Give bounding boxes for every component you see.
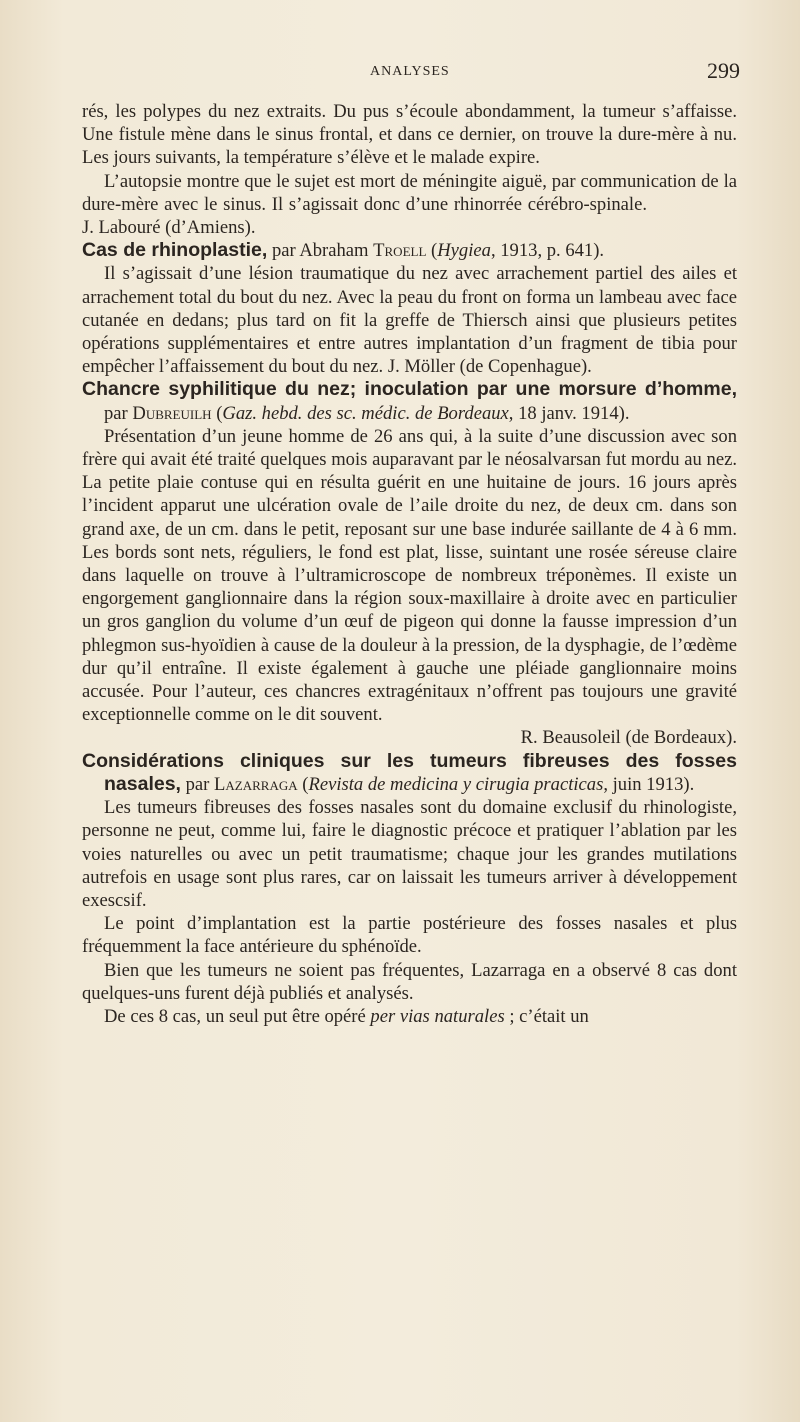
heading-rest: , 18 janv. 1914). bbox=[508, 402, 630, 424]
heading-source: Hygiea bbox=[437, 240, 491, 262]
article-heading: Cas de rhinoplastie, par Abraham Troell (Hygiea, 1913, p. 641). bbox=[82, 239, 605, 262]
heading-author: Troell bbox=[373, 240, 427, 262]
heading-title: Chancre syphilitique du nez; inoculation par une morsure d’homme, bbox=[82, 378, 737, 401]
heading-author: Dubreuilh bbox=[132, 402, 212, 424]
paragraph-text: L’autopsie montre que le sujet est mort de méningite aiguë, par communication de la dure-mère avec le sinus. Il s’agissait donc d’une rhinorrée cérébro-spinale. bbox=[82, 170, 737, 215]
heading-by: par Abraham bbox=[267, 240, 374, 262]
heading-by: par bbox=[104, 402, 133, 424]
article-heading: Chancre syphilitique du nez; inoculation par une morsure d’homme, par Dubreuilh (Gaz. hebd. des sc. médic. de Bordeaux, 18 janv. 1914). bbox=[82, 378, 737, 424]
signature: J. Möller (de Copenhague). bbox=[387, 356, 592, 378]
heading-title: Considérations cliniques sur les tumeurs fibreuses des fosses nasales, bbox=[82, 749, 737, 795]
page-number: 299 bbox=[707, 58, 740, 83]
heading-source: Revista de medicina y cirugia practicas bbox=[308, 773, 604, 795]
paragraph bbox=[82, 1005, 737, 1028]
paragraph bbox=[82, 262, 737, 378]
paragraph-text: ; c’était un bbox=[504, 1005, 589, 1027]
article-text bbox=[82, 100, 737, 1028]
heading-rest: , juin 1913). bbox=[603, 773, 695, 795]
heading-title: Cas de rhinoplastie, bbox=[82, 239, 268, 262]
heading-rest: , 1913, p. 641). bbox=[490, 240, 605, 262]
paragraph bbox=[82, 170, 737, 240]
paragraph: rés, les polypes du nez extraits. Du pus s’écoule abondamment, la tumeur s’affaisse. Une fistule mène dans le sinus frontal, et dans ce dernier, on trouve la dure-mère à nu. Les jours suivants, la température s’élève et le malade expire. bbox=[82, 101, 737, 169]
italic-phrase: per vias naturales bbox=[370, 1005, 505, 1027]
paragraph-text: De ces 8 cas, un seul put être opéré bbox=[104, 1005, 371, 1027]
heading-source: Gaz. hebd. des sc. médic. de Bordeaux bbox=[222, 402, 509, 424]
paragraph: Présentation d’un jeune homme de 26 ans qui, à la suite d’une discussion avec son frère qui avait été traité quelques mois auparavant par le néosalvarsan fut mordu au nez. La petite plaie contuse qui en résulta guérit en une huitaine de jours. 16 jours après l’incident apparut une ulcération ovale de l’aile droite du nez, de deux cm. dans son grand axe, de un cm. dans le petit, reposant sur une base indurée saillante de 4 à 6 mm. Les bords sont nets, réguliers, le fond est plat, lisse, suintant une rosée séreuse claire dans laquelle on trouve à l’ultramicroscope de nombreux tréponèmes. Il existe un engorgement ganglionnaire dans la région soux-maxillaire à droite avec en particulier un gros ganglion du volume d’un œuf de pigeon qui donne la fausse impression d’un phlegmon sus-hyoïdien à cause de la douleur à la pression, de la dysphagie, de l’œdème dur qu’il entraîne. Il existe également à gauche une pléiade ganglionnaire moins accusée. Pour l’auteur, ces chancres extragénitaux n’offrent pas toujours une gravité exceptionnelle comme on le dit souvent. bbox=[82, 425, 737, 726]
signature: J. Labouré (d’Amiens). bbox=[82, 217, 256, 239]
signature: R. Beausoleil (de Bordeaux). bbox=[520, 727, 737, 749]
heading-author: Lazarraga bbox=[214, 773, 298, 795]
paragraph: Le point d’implantation est la partie postérieure des fosses nasales et plus fréquemment la face antérieure du sphénoïde. bbox=[82, 913, 737, 958]
paragraph: Bien que les tumeurs ne soient pas fréquentes, Lazarraga en a observé 8 cas dont quelques-uns furent déjà publiés et analysés. bbox=[82, 959, 737, 1004]
page-header bbox=[80, 58, 740, 88]
running-title: ANALYSES bbox=[370, 64, 450, 79]
article-heading: Considérations cliniques sur les tumeurs fibreuses des fosses nasales, par Lazarraga (Revista de medicina y cirugia practicas, juin 1913). bbox=[82, 749, 737, 795]
heading-by: par bbox=[180, 773, 215, 795]
paragraph-text: Il s’agissait d’une lésion traumatique du nez avec arrachement partiel des ailes et arrachement total du bout du nez. Avec la peau du front on forma un lambeau avec face cutanée en dedans; plus tard on fit la greffe de Thiersch ainsi que plusieurs petites opérations supplémentaires et entre autres implantation d’un fragment de tibia pour empêcher l’affaissement du bout du nez. bbox=[82, 263, 737, 378]
paragraph: Les tumeurs fibreuses des fosses nasales sont du domaine exclusif du rhinologiste, personne ne peut, comme lui, faire le diagnostic précoce et pratiquer l’ablation par les voies naturelles ou avec un petit traumatisme; chaque jour les grandes mutilations autrefois en usage sont plus rares, car on laissait les tumeurs arriver à développement exescsif. bbox=[82, 797, 737, 911]
